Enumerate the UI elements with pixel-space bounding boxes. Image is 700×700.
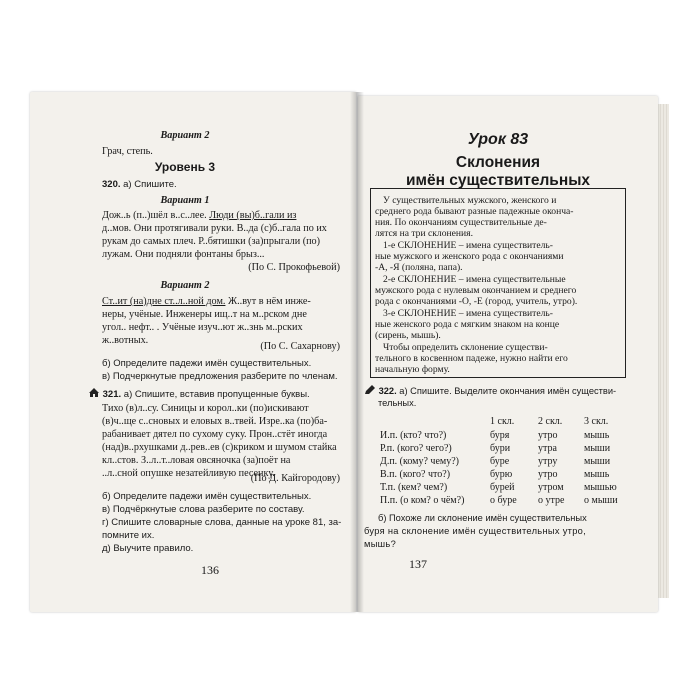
text-line: (в)ч..ще с..сновых и еловых в..твей. Изре..ка (по)ба- (102, 416, 328, 427)
underlined-fragment: Ст..ит (на)дне ст..л..ной дом. (102, 296, 226, 307)
task-line: в) Подчёркнутые слова разберите по составу. (102, 504, 305, 515)
table-cell: мышью (584, 482, 617, 493)
task-line: б) Определите падежи имён существительных. (102, 491, 312, 502)
text-line: ж..вотных. (102, 335, 149, 346)
left-page (30, 92, 356, 612)
words-line: Грач, степь. (102, 146, 153, 157)
text-line: неры, учёные. Инженеры ищ..т на м..рском дне (102, 309, 307, 320)
task-line: д) Выучите правило. (102, 543, 194, 554)
table-cell: мышь (584, 469, 610, 480)
task-line: б) Определите падежи имён существительных. (102, 358, 312, 369)
table-cell: мышь (584, 430, 610, 441)
table-cell: утра (538, 443, 557, 454)
table-cell: утром (538, 482, 564, 493)
right-page (358, 96, 658, 612)
variant-heading: Вариант 2 (160, 130, 210, 141)
text-line: угол.. нефт.. . Учёные изуч..ют ж..знь м..рских (102, 322, 303, 333)
rule-line: ные мужского и женского рода с окончаниями (375, 251, 564, 262)
table-case: Т.п. (кем? чем?) (380, 482, 448, 493)
exercise-task: а) Спишите. Выделите окончания имён существи- (399, 386, 617, 396)
task-line: помните их. (102, 530, 155, 541)
text-fragment: Дож..ь (п..)шёл в..с..лее. (102, 210, 207, 221)
table-cell: буря (490, 430, 510, 441)
rule-line: 2-е СКЛОНЕНИЕ – имена существительные (383, 274, 566, 285)
rule-line: лятся на три склонения. (375, 228, 473, 239)
table-header: 1 скл. (490, 416, 515, 427)
house-icon (88, 387, 100, 398)
table-cell: бури (490, 443, 511, 454)
task-line: мышь? (364, 539, 397, 549)
table-case: И.п. (кто? что?) (380, 430, 447, 441)
page-number: 136 (201, 563, 219, 577)
task-line: тельных. (378, 398, 417, 408)
rule-line: рода с окончаниями -О, -Е (город, учитель, утро). (375, 296, 578, 307)
task-line: г) Спишите словарные слова, данные на уроке 81, за- (102, 517, 342, 528)
exercise-task: а) Спишите. (123, 179, 177, 190)
table-header: 3 скл. (584, 416, 609, 427)
author-attribution: (По С. Сахарнову) (260, 341, 340, 352)
rule-line: Чтобы определить склонение существи- (383, 342, 548, 353)
text-line (102, 295, 311, 308)
rule-line: начальную форму. (375, 364, 450, 375)
text-line: д..мов. Они протягивали руки. В..да (с)б..гала по их (102, 223, 327, 234)
text-line: лужам. Они подняли фонтаны брыз... (102, 249, 265, 260)
variant-heading: Вариант 2 (160, 280, 210, 291)
table-cell: утро (538, 469, 558, 480)
pencil-icon (364, 384, 376, 395)
rule-line: -А, -Я (поляна, папа). (375, 262, 463, 273)
book-spine (350, 92, 364, 612)
table-header: 2 скл. (538, 416, 563, 427)
page-number: 137 (409, 557, 427, 571)
table-case: В.п. (кого? что?) (380, 469, 451, 480)
table-cell: о мыши (584, 495, 618, 506)
rule-line: тельного в косвенном падеже, нужно найти его (375, 353, 568, 364)
text-line: (над)в..рхушками д..рев..ев (с)криком и шумом стайка (102, 442, 337, 453)
rule-line: 3-е СКЛОНЕНИЕ – имена существитель- (383, 308, 553, 319)
lesson-title: Урок 83 (467, 131, 529, 148)
rule-line: У существительных мужского, женского и (383, 195, 557, 206)
text-line: Тихо (в)л..су. Синицы и корол..ки (по)искивают (102, 403, 309, 414)
rule-line: 1-е СКЛОНЕНИЕ – имена существитель- (383, 240, 553, 251)
exercise-321-header (88, 387, 310, 401)
text-line (102, 209, 296, 222)
rule-line: (сирень, мышь). (375, 330, 441, 341)
text-line: кл..стов. З..л..т..ловая овсяночка (за)поёт на (102, 455, 291, 466)
exercise-320-header (102, 178, 177, 191)
exercise-number: 322. (378, 386, 397, 396)
task-line: в) Подчеркнутые предложения разберите по членам. (102, 371, 338, 382)
task-line: б) Похоже ли склонение имён существительных (378, 513, 587, 523)
text-line: рукам до самых плеч. Р..бятишки (за)прыгали (по) (102, 236, 321, 247)
text-line: рабанивает дятел по сухому суку. Прон..стёт иногда (102, 429, 328, 440)
author-attribution: (По С. Прокофьевой) (248, 262, 340, 273)
level-heading: Уровень 3 (154, 160, 216, 174)
topic-title-line: Склонения (455, 154, 541, 171)
table-cell: утро (538, 430, 558, 441)
exercise-number: 320. (102, 179, 121, 190)
rule-box (370, 188, 626, 378)
author-attribution: (По Д. Кайгородову) (250, 473, 340, 484)
table-cell: мыши (584, 456, 611, 467)
table-cell: бурей (490, 482, 515, 493)
table-cell: о буре (490, 495, 517, 506)
rule-line: ния. По окончаниям существительные де- (375, 217, 547, 228)
text-line: ..л..сной опушке незатейливую песенку. (102, 468, 275, 479)
topic-title-line: имён существительных (405, 172, 591, 189)
table-cell: бурю (490, 469, 513, 480)
table-cell: мыши (584, 443, 611, 454)
rule-line: среднего рода бывают разные падежные оконча- (375, 206, 574, 217)
table-case: Р.п. (кого? чего?) (380, 443, 452, 454)
exercise-number: 321. (102, 389, 122, 400)
text-fragment: Ж..вут в нём инже- (225, 296, 311, 307)
exercise-task: а) Спишите, вставив пропущенные буквы. (123, 389, 310, 400)
table-case: Д.п. (кому? чему?) (380, 456, 459, 467)
rule-line: ные женского рода с мягким знаком на конце (375, 319, 560, 330)
task-line: буря на склонение имён существительных утро, (364, 526, 587, 536)
table-cell: буре (490, 456, 510, 467)
variant-heading: Вариант 1 (160, 195, 210, 206)
table-case: П.п. (о ком? о чём?) (380, 495, 465, 506)
table-cell: о утре (538, 495, 565, 506)
rule-line: мужского рода с нулевым окончанием и среднего (375, 285, 577, 296)
table-cell: утру (538, 456, 558, 467)
underlined-fragment: Люди (вы)б..гали из (209, 210, 297, 221)
exercise-322-header (364, 384, 616, 398)
